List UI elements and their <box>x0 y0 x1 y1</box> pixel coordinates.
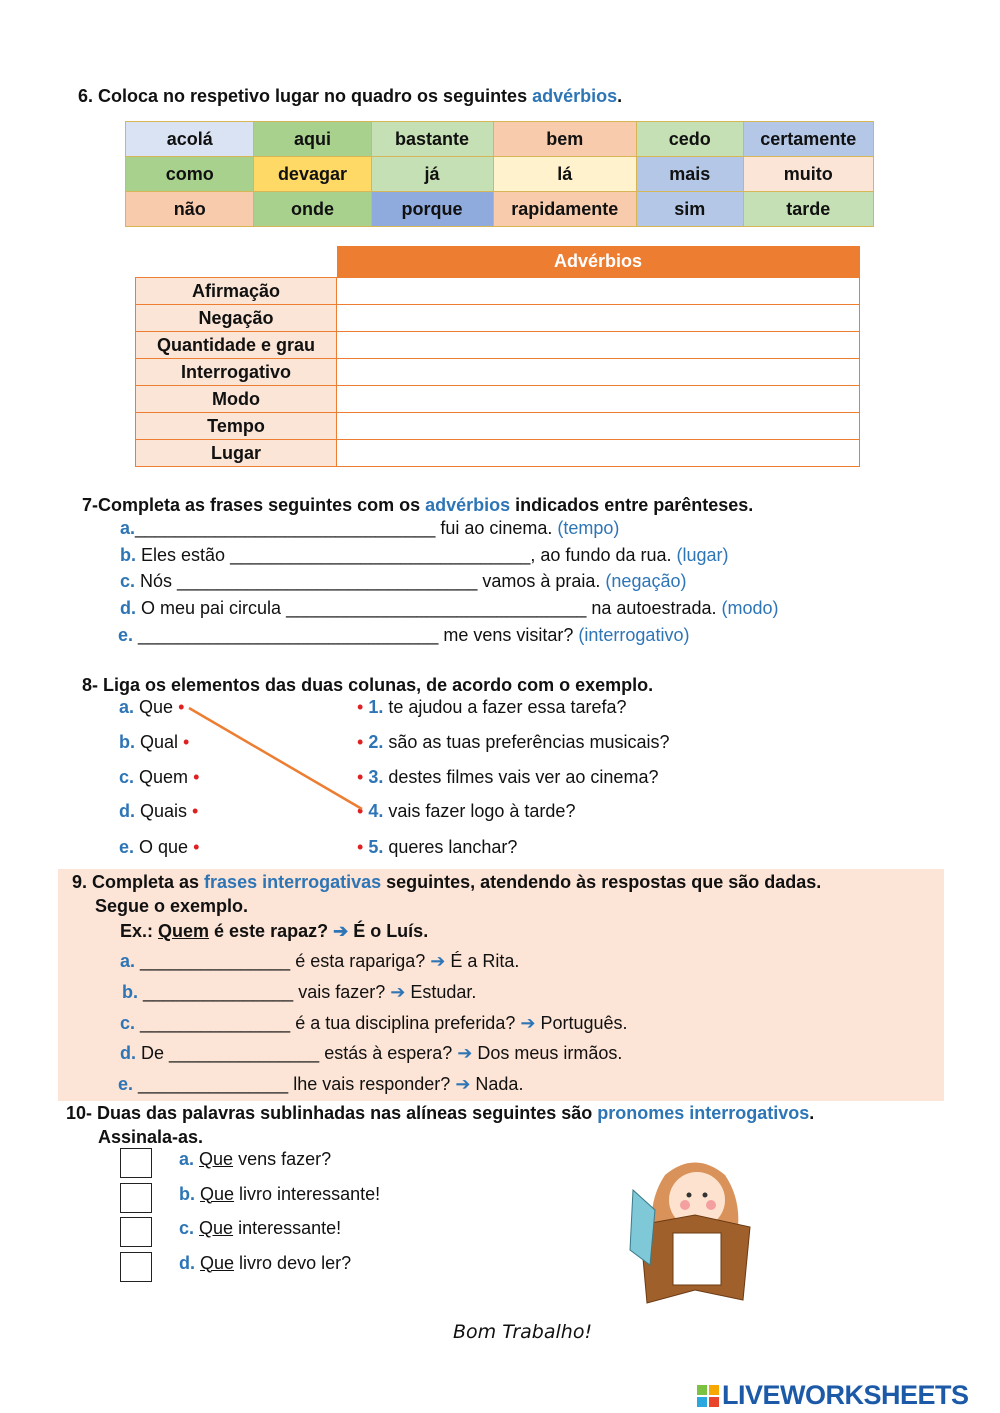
connector-dot[interactable]: • <box>357 801 364 821</box>
category-label: Afirmação <box>136 278 337 305</box>
item-number: 1. <box>368 697 384 717</box>
word-cell[interactable]: como <box>126 157 254 192</box>
item-number: 3. <box>368 767 384 787</box>
answer-blank[interactable]: ______________________________ <box>230 544 531 565</box>
q8-title: 8- Liga os elementos das duas colunas, de acordo com o exemplo. <box>82 675 654 695</box>
connector-dot[interactable]: • <box>178 697 185 717</box>
word-cell[interactable]: já <box>371 157 493 192</box>
arrow-icon: ➔ <box>455 1074 471 1095</box>
item-letter: d. <box>120 598 136 619</box>
item-letter: d. <box>119 801 135 821</box>
text: livro devo ler? <box>234 1252 352 1273</box>
table-header: Advérbios <box>337 246 860 278</box>
word-cell[interactable]: bastante <box>371 122 493 157</box>
text: livro interessante! <box>234 1183 381 1204</box>
word-cell[interactable]: devagar <box>254 157 371 192</box>
item-letter: c. <box>119 767 135 787</box>
q10-item <box>179 1253 351 1274</box>
text: é esta rapariga? <box>290 951 431 971</box>
q10-subtitle: Assinala-as. <box>98 1127 204 1147</box>
word-cell[interactable]: sim <box>636 192 743 227</box>
word-cell[interactable]: mais <box>636 157 743 192</box>
category-label: Lugar <box>136 440 337 467</box>
word-cell[interactable]: aqui <box>254 122 371 157</box>
hint: (modo) <box>721 598 779 619</box>
item-letter: b. <box>120 544 136 565</box>
q10-item <box>179 1218 341 1239</box>
word-cell[interactable]: tarde <box>743 192 873 227</box>
word-cell[interactable]: rapidamente <box>493 192 636 227</box>
text: Qual <box>135 732 179 752</box>
connector-dot[interactable]: • <box>193 767 200 787</box>
q10-item <box>179 1149 331 1170</box>
text: vamos à praia. <box>477 571 606 592</box>
underlined-word: Que <box>199 1218 234 1238</box>
text: te ajudou a fazer essa tarefa? <box>383 697 627 717</box>
liveworksheets-logo: LIVEWORKSHEETS <box>697 1380 969 1411</box>
text: destes filmes vais ver ao cinema? <box>383 767 659 787</box>
item-number: 4. <box>368 801 384 821</box>
arrow-icon: ➔ <box>520 1012 536 1033</box>
item-letter: c. <box>179 1218 195 1238</box>
category-label: Tempo <box>136 413 337 440</box>
underlined-word: Que <box>199 1149 234 1169</box>
word-cell[interactable]: não <box>126 192 254 227</box>
text: De <box>136 1043 170 1064</box>
underlined-word: Que <box>200 1183 235 1204</box>
word-cell[interactable]: certamente <box>743 122 873 157</box>
q9-title: 9. Completa as frases interrogativas seguintes, atendendo às respostas que são dadas. <box>72 872 822 892</box>
item-letter: c. <box>120 571 136 592</box>
item-letter: b. <box>119 732 135 752</box>
item-letter: a. <box>120 518 136 538</box>
item-letter: a. <box>179 1149 195 1169</box>
answer-blank[interactable]: _______________ <box>138 1074 289 1095</box>
arrow-icon: ➔ <box>457 1043 473 1064</box>
q6-title: 6. Coloca no respetivo lugar no quadro os seguintes advérbios. <box>78 86 623 106</box>
text: Que <box>134 697 174 717</box>
underlined-word: Que <box>200 1252 235 1273</box>
text: O que <box>134 837 189 857</box>
arrow-icon: ➔ <box>430 951 446 971</box>
item-letter: b. <box>122 981 138 1002</box>
word-cell[interactable]: lá <box>493 157 636 192</box>
category-label: Modo <box>136 386 337 413</box>
q9-example: Ex.: Quem é este rapaz? ➔ É o Luís. <box>120 921 429 941</box>
word-cell[interactable]: acolá <box>126 122 254 157</box>
hint: (interrogativo) <box>578 624 690 645</box>
answer-text: Dos meus irmãos. <box>472 1043 623 1064</box>
category-label: Negação <box>136 305 337 332</box>
answer-checkbox[interactable] <box>120 1183 152 1213</box>
item-number: 5. <box>368 837 384 857</box>
answer-blank[interactable]: _______________ <box>169 1043 320 1064</box>
connector-dot[interactable]: • <box>183 732 190 752</box>
answer-blank[interactable]: ______________________________ <box>135 518 436 538</box>
logo-icon <box>697 1385 719 1407</box>
item-letter: d. <box>179 1252 195 1273</box>
answer-blank[interactable]: _______________ <box>140 1012 291 1033</box>
closing-message: Bom Trabalho! <box>453 1321 593 1343</box>
text: Eles estão <box>136 544 231 565</box>
hint: (lugar) <box>676 544 729 565</box>
word-cell[interactable]: muito <box>743 157 873 192</box>
q10-title: 10- Duas das palavras sublinhadas nas alíneas seguintes são pronomes interrogativos. <box>66 1103 815 1123</box>
text: fui ao cinema. <box>435 518 558 538</box>
connector-dot[interactable]: • <box>192 801 199 821</box>
q9-item <box>118 1074 523 1095</box>
answer-checkbox[interactable] <box>120 1148 152 1178</box>
text: Quais <box>135 801 188 821</box>
text: na autoestrada. <box>586 598 722 619</box>
word-cell[interactable]: cedo <box>636 122 743 157</box>
text: estás à espera? <box>319 1043 458 1064</box>
q9-item <box>120 1013 628 1034</box>
text: vais fazer? <box>293 981 391 1002</box>
q7-title: 7-Completa as frases seguintes com os advérbios indicados entre parênteses. <box>82 495 754 515</box>
answer-text: É a Rita. <box>445 951 520 971</box>
answer-blank[interactable]: ______________________________ <box>138 624 439 645</box>
item-letter: a. <box>119 697 135 717</box>
answer-blank[interactable]: ______________________________ <box>177 571 478 592</box>
hint: (negação) <box>605 571 687 592</box>
answer-checkbox[interactable] <box>120 1217 152 1247</box>
q9-item <box>122 982 476 1003</box>
item-letter: e. <box>118 1074 134 1095</box>
category-label: Quantidade e grau <box>136 332 337 359</box>
text: queres lanchar? <box>383 837 518 857</box>
hint: (tempo) <box>557 518 620 538</box>
q10-item <box>179 1184 380 1205</box>
text: O meu pai circula <box>136 598 287 619</box>
item-letter: b. <box>179 1183 195 1204</box>
item-letter: d. <box>120 1043 136 1064</box>
text: é a tua disciplina preferida? <box>290 1012 521 1033</box>
answer-blank[interactable]: _______________ <box>143 981 294 1002</box>
girl-reading-illustration <box>625 1155 765 1305</box>
text: me vens visitar? <box>438 624 579 645</box>
item-number: 2. <box>368 732 384 752</box>
arrow-icon: ➔ <box>390 981 406 1002</box>
text: , ao fundo da rua. <box>530 544 677 565</box>
answer-blank[interactable]: ______________________________ <box>286 598 587 619</box>
text: Quem <box>134 767 189 787</box>
text: vens fazer? <box>233 1149 332 1169</box>
q9-item <box>120 1043 622 1064</box>
text: interessante! <box>233 1218 342 1238</box>
text: lhe vais responder? <box>288 1074 456 1095</box>
connector-dot[interactable]: • <box>357 837 364 857</box>
connector-dot[interactable]: • <box>357 767 364 787</box>
answer-checkbox[interactable] <box>120 1252 152 1282</box>
word-cell[interactable]: bem <box>493 122 636 157</box>
item-letter: a. <box>120 951 136 971</box>
category-label: Interrogativo <box>136 359 337 386</box>
text: vais fazer logo à tarde? <box>383 801 576 821</box>
q9-item <box>120 951 519 972</box>
q9-subtitle: Segue o exemplo. <box>95 896 249 916</box>
connector-dot[interactable]: • <box>193 837 200 857</box>
item-letter: c. <box>120 1012 136 1033</box>
answer-blank[interactable]: _______________ <box>140 951 291 971</box>
word-cell[interactable]: porque <box>371 192 493 227</box>
item-letter: e. <box>118 624 134 645</box>
answer-text: Estudar. <box>405 981 477 1002</box>
text: são as tuas preferências musicais? <box>383 732 670 752</box>
connector-dot[interactable]: • <box>357 697 364 717</box>
text: Nós <box>135 571 178 592</box>
item-letter: e. <box>119 837 135 857</box>
word-cell[interactable]: onde <box>254 192 371 227</box>
answer-text: Nada. <box>470 1074 524 1095</box>
answer-text: Português. <box>535 1012 628 1033</box>
connector-dot[interactable]: • <box>357 732 364 752</box>
